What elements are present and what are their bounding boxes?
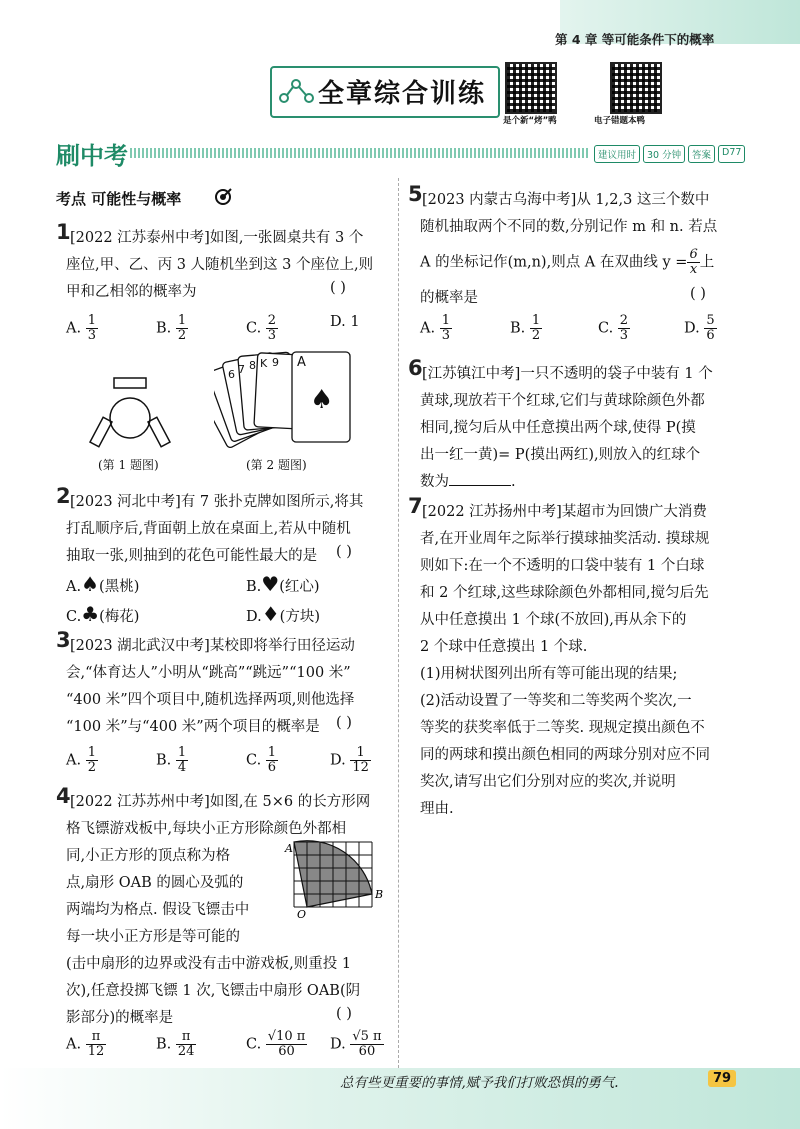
- q3-line: [2023 湖北武汉中考]某校即将举行田径运动: [70, 638, 355, 654]
- card-label: 7: [238, 363, 245, 376]
- q7-line: 同的两球和摸出颜色相同的两球分别对应不同: [420, 747, 710, 763]
- q3-option-a: A. $\frac{1}{2}$: [66, 745, 96, 775]
- answer-blank: [449, 473, 511, 486]
- q3-option-b: B. $\frac{1}{4}$: [156, 745, 187, 775]
- q4-option-c: C. $\frac{√10 \pi}{60}$: [246, 1029, 306, 1059]
- q6-line: 数为 .: [420, 474, 516, 490]
- answer-label: 答案: [688, 145, 715, 163]
- q6-line: 相同,搅匀后从中任意摸出两个球,使得 P(摸: [420, 420, 696, 436]
- q3-option-c: C. $\frac{1}{6}$: [246, 745, 277, 775]
- card-label: 9: [272, 356, 279, 369]
- q7-line: 者,在开业周年之际举行摸球抽奖活动. 摸球规: [420, 531, 710, 547]
- q7-line: (2)活动设置了一等奖和二等奖两个奖次,一: [420, 693, 692, 709]
- q5-option-a: A. $\frac{1}{3}$: [420, 313, 450, 343]
- q1-line: [2022 江苏泰州中考]如图,一张圆桌共有 3 个: [70, 230, 364, 246]
- page-number: 79: [708, 1070, 736, 1087]
- chapter-title: 第 4 章 等可能条件下的概率: [555, 32, 715, 47]
- q1-paren: ( ): [330, 280, 346, 296]
- q7-line: 和 2 个红球,这些球除颜色外都相同,搅匀后先: [420, 585, 709, 601]
- q4-line: 点,扇形 OAB 的圆心及弧的: [66, 875, 244, 891]
- answer-page: D77: [718, 145, 745, 163]
- qr-caption-1: 是个新“烤”鸭: [503, 116, 557, 126]
- q4-line: 次),任意投掷飞镖 1 次,飞镖击中扇形 OAB(阴: [66, 983, 361, 999]
- time-label: 建议用时: [594, 145, 640, 163]
- target-icon: [214, 188, 232, 206]
- q4-line: 两端均为格点. 假设飞镖击中: [66, 902, 250, 918]
- figure-1-caption: (第 1 题图): [98, 458, 159, 472]
- table-figure: [88, 376, 172, 452]
- q4-line: 影部分)的概率是: [66, 1010, 174, 1026]
- q3-line: “100 米”与“400 米”两个项目的概率是: [66, 719, 320, 735]
- column-divider: [398, 178, 399, 1068]
- answer-box: [688, 145, 745, 163]
- timing-box: [594, 145, 685, 163]
- q5-number: 5: [408, 182, 423, 206]
- figure-2-caption: (第 2 题图): [246, 458, 307, 472]
- q5-option-b: B. $\frac{1}{2}$: [510, 313, 541, 343]
- molecule-icon: [276, 74, 316, 106]
- q6-line: [江苏镇江中考]一只不透明的袋子中装有 1 个: [422, 366, 713, 382]
- footer-motto: 总有些更重要的事情,赋予我们打败恐惧的勇气.: [340, 1075, 619, 1091]
- q7-line: 奖次,请写出它们分别对应的奖次,并说明: [420, 774, 676, 790]
- point-a-label: A: [285, 842, 293, 855]
- q6-line: 黄球,现放若干个红球,它们与黄球除颜色外都: [420, 393, 705, 409]
- q4-line: 格飞镖游戏板中,每块小正方形除颜色外都相: [66, 821, 347, 837]
- q5-line: 的概率是: [420, 290, 478, 306]
- q1-option-b: B. $\frac{1}{2}$: [156, 313, 187, 343]
- q2-option-d: D.♦(方块): [246, 602, 320, 626]
- brand-label: 刷中考: [56, 142, 128, 170]
- q7-line: 2 个球中任意摸出 1 个球.: [420, 639, 588, 655]
- q6-line: 出一红一黄)= P(摸出两红),则放入的红球个: [420, 447, 701, 463]
- q4-line: 同,小正方形的顶点称为格: [66, 848, 231, 864]
- q7-number: 7: [408, 494, 423, 518]
- section-dots: [130, 148, 590, 158]
- q5-line: 随机抽取两个不同的数,分别记作 m 和 n. 若点: [420, 219, 718, 235]
- q2-number: 2: [56, 484, 71, 508]
- q7-line: (1)用树状图列出所有等可能出现的结果;: [420, 666, 678, 682]
- q5-line: A 的坐标记作(m,n),则点 A 在双曲线 y = $\frac{6}{x}$ 上: [420, 247, 715, 277]
- card-label: A: [297, 355, 306, 370]
- q7-line: 则如下:在一个不透明的口袋中装有 1 个白球: [420, 558, 705, 574]
- q4-option-d: D. $\frac{√5 \pi}{60}$: [330, 1029, 382, 1059]
- qr-code-1[interactable]: [505, 62, 557, 114]
- q2-line: 抽取一张,则抽到的花色可能性最大的是: [66, 548, 318, 564]
- q2-option-c: C.♣(梅花): [66, 602, 140, 626]
- q2-paren: ( ): [336, 544, 352, 560]
- card-label: K: [260, 357, 268, 370]
- q7-line: 理由.: [420, 801, 454, 817]
- qr-caption-2: 电子错题本鸭: [594, 116, 646, 126]
- q4-line: [2022 江苏苏州中考]如图,在 5×6 的长方形网: [70, 794, 371, 810]
- q2-line: 打乱顺序后,背面朝上放在桌面上,若从中随机: [66, 521, 351, 537]
- qr-code-2[interactable]: [610, 62, 662, 114]
- q3-line: “400 米”四个项目中,随机选择两项,则他选择: [66, 692, 355, 708]
- q4-option-b: B. $\frac{\pi}{24}$: [156, 1029, 195, 1059]
- q3-number: 3: [56, 628, 71, 652]
- dartboard-grid-figure: [284, 838, 396, 922]
- q2-option-b: B.♥(红心): [246, 572, 320, 596]
- q3-paren: ( ): [336, 715, 352, 731]
- q2-option-a: A.♠(黑桃): [66, 572, 140, 596]
- cards-figure: [214, 346, 354, 450]
- q1-line: 座位,甲、乙、丙 3 人随机坐到这 3 个座位上,则: [66, 257, 374, 273]
- q3-option-d: D. $\frac{1}{12}$: [330, 745, 369, 775]
- q1-line: 甲和乙相邻的概率为: [66, 284, 197, 300]
- point-o-label: O: [297, 908, 307, 921]
- q7-line: 等奖的获奖率低于二等奖. 现规定摸出颜色不: [420, 720, 705, 736]
- spade-icon: ♠: [310, 385, 334, 415]
- q7-line: 从中任意摸出 1 个球(不放回),再从余下的: [420, 612, 687, 628]
- q4-line: (击中扇形的边界或没有击中游戏板,则重投 1: [66, 956, 352, 972]
- q5-option-c: C. $\frac{2}{3}$: [598, 313, 629, 343]
- q4-line: 每一块小正方形是等可能的: [66, 929, 240, 945]
- point-b-label: B: [375, 888, 384, 901]
- card-label: 8: [249, 359, 256, 372]
- q5-line: [2023 内蒙古乌海中考]从 1,2,3 这三个数中: [422, 192, 710, 208]
- q4-option-a: A. $\frac{\pi}{12}$: [66, 1029, 105, 1059]
- page-title: 全章综合训练: [318, 79, 487, 109]
- q4-paren: ( ): [336, 1006, 352, 1022]
- q1-number: 1: [56, 220, 71, 244]
- q1-option-d: D. 1: [330, 314, 360, 330]
- club-icon: ♣: [81, 602, 100, 626]
- heart-icon: ♥: [261, 572, 280, 596]
- q4-number: 4: [56, 784, 71, 808]
- q1-option-c: C. $\frac{2}{3}$: [246, 313, 277, 343]
- q2-line: [2023 河北中考]有 7 张扑克牌如图所示,将其: [70, 494, 364, 510]
- q5-option-d: D. $\frac{5}{6}$: [684, 313, 715, 343]
- spade-icon: ♠: [81, 572, 100, 596]
- kaodian-heading: 考点 可能性与概率: [56, 190, 182, 208]
- q5-paren: ( ): [690, 286, 706, 302]
- q3-line: 会,“体育达人”小明从“跳高”“跳远”“100 米”: [66, 665, 351, 681]
- q1-option-a: A. $\frac{1}{3}$: [66, 313, 96, 343]
- q7-line: [2022 江苏扬州中考]某超市为回馈广大消费: [422, 504, 707, 520]
- q6-number: 6: [408, 356, 423, 380]
- diamond-icon: ♦: [261, 602, 280, 626]
- card-label: 6: [228, 368, 235, 381]
- time-value: 30 分钟: [643, 145, 685, 163]
